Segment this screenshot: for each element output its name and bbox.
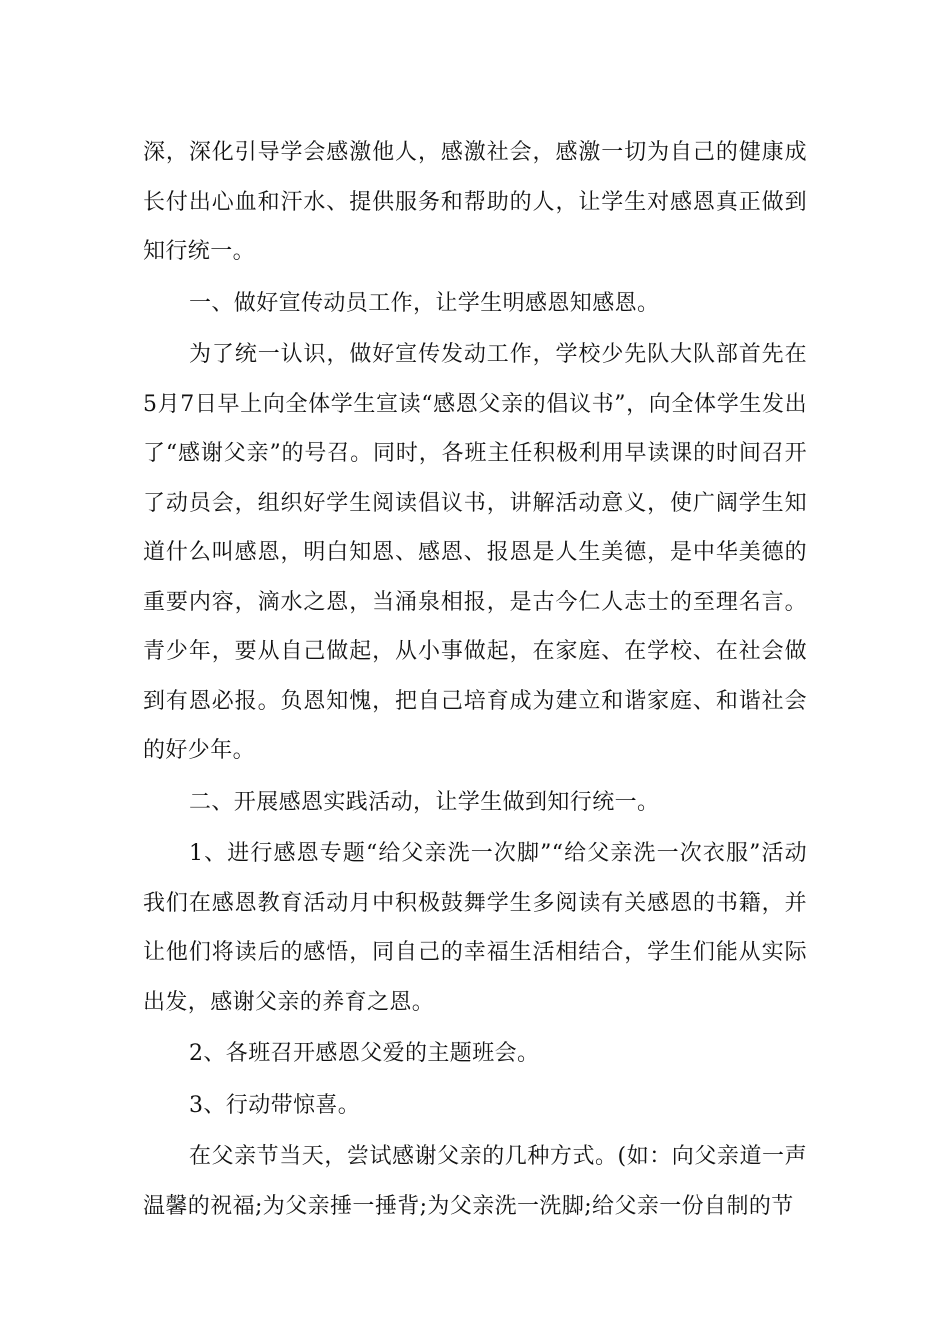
section-heading-2: 二、开展感恩实践活动，让学生做到知行统一。: [189, 789, 660, 815]
section-heading-1: 一、做好宣传动员工作，让学生明感恩知感恩。: [189, 290, 660, 316]
list-item-1: 1、进行感恩专题“给父亲洗一次脚”“给父亲洗一次衣服”活动我们在感恩教育活动月中积极鼓舞学生多阅读有关感恩的书籍，并让他们将读后的感悟，同自己的幸福生活相结合，学生们能从实际出发，感谢父亲的养育之恩。: [143, 841, 807, 1015]
paragraph-2: 为了统一认识，做好宣传发动工作，学校少先队大队部首先在5月7日早上向全体学生宣读“感恩父亲的倡议书”，向全体学生发出了“感谢父亲”的号召。同时，各班主任积极利用早读课的时间召开了动员会，组织好学生阅读倡议书，讲解活动意义，使广阔学生知道什么叫感恩，明白知恩、感恩、报恩是人生美德，是中华美德的重要内容，滴水之恩，当涌泉相报，是古今仁人志士的至理名言。青少年，要从自己做起，从小事做起，在家庭、在学校、在社会做到有恩必报。负恩知愧，把自己培育成为建立和谐家庭、和谐社会的好少年。: [143, 342, 807, 763]
paragraph-3: 在父亲节当天，尝试感谢父亲的几种方式。(如：向父亲道一声温馨的祝福;为父亲捶一捶背;为父亲洗一洗脚;给父亲一份自制的节: [143, 1144, 807, 1219]
paragraph-1: 深，深化引导学会感激他人，感激社会，感激一切为自己的健康成长付出心血和汗水、提供服务和帮助的人，让学生对感恩真正做到知行统一。: [143, 140, 807, 264]
list-item-3: 3、行动带惊喜。: [189, 1092, 361, 1118]
document-page: [143, 128, 807, 1233]
list-item-2: 2、各班召开感恩父爱的主题班会。: [189, 1041, 540, 1066]
